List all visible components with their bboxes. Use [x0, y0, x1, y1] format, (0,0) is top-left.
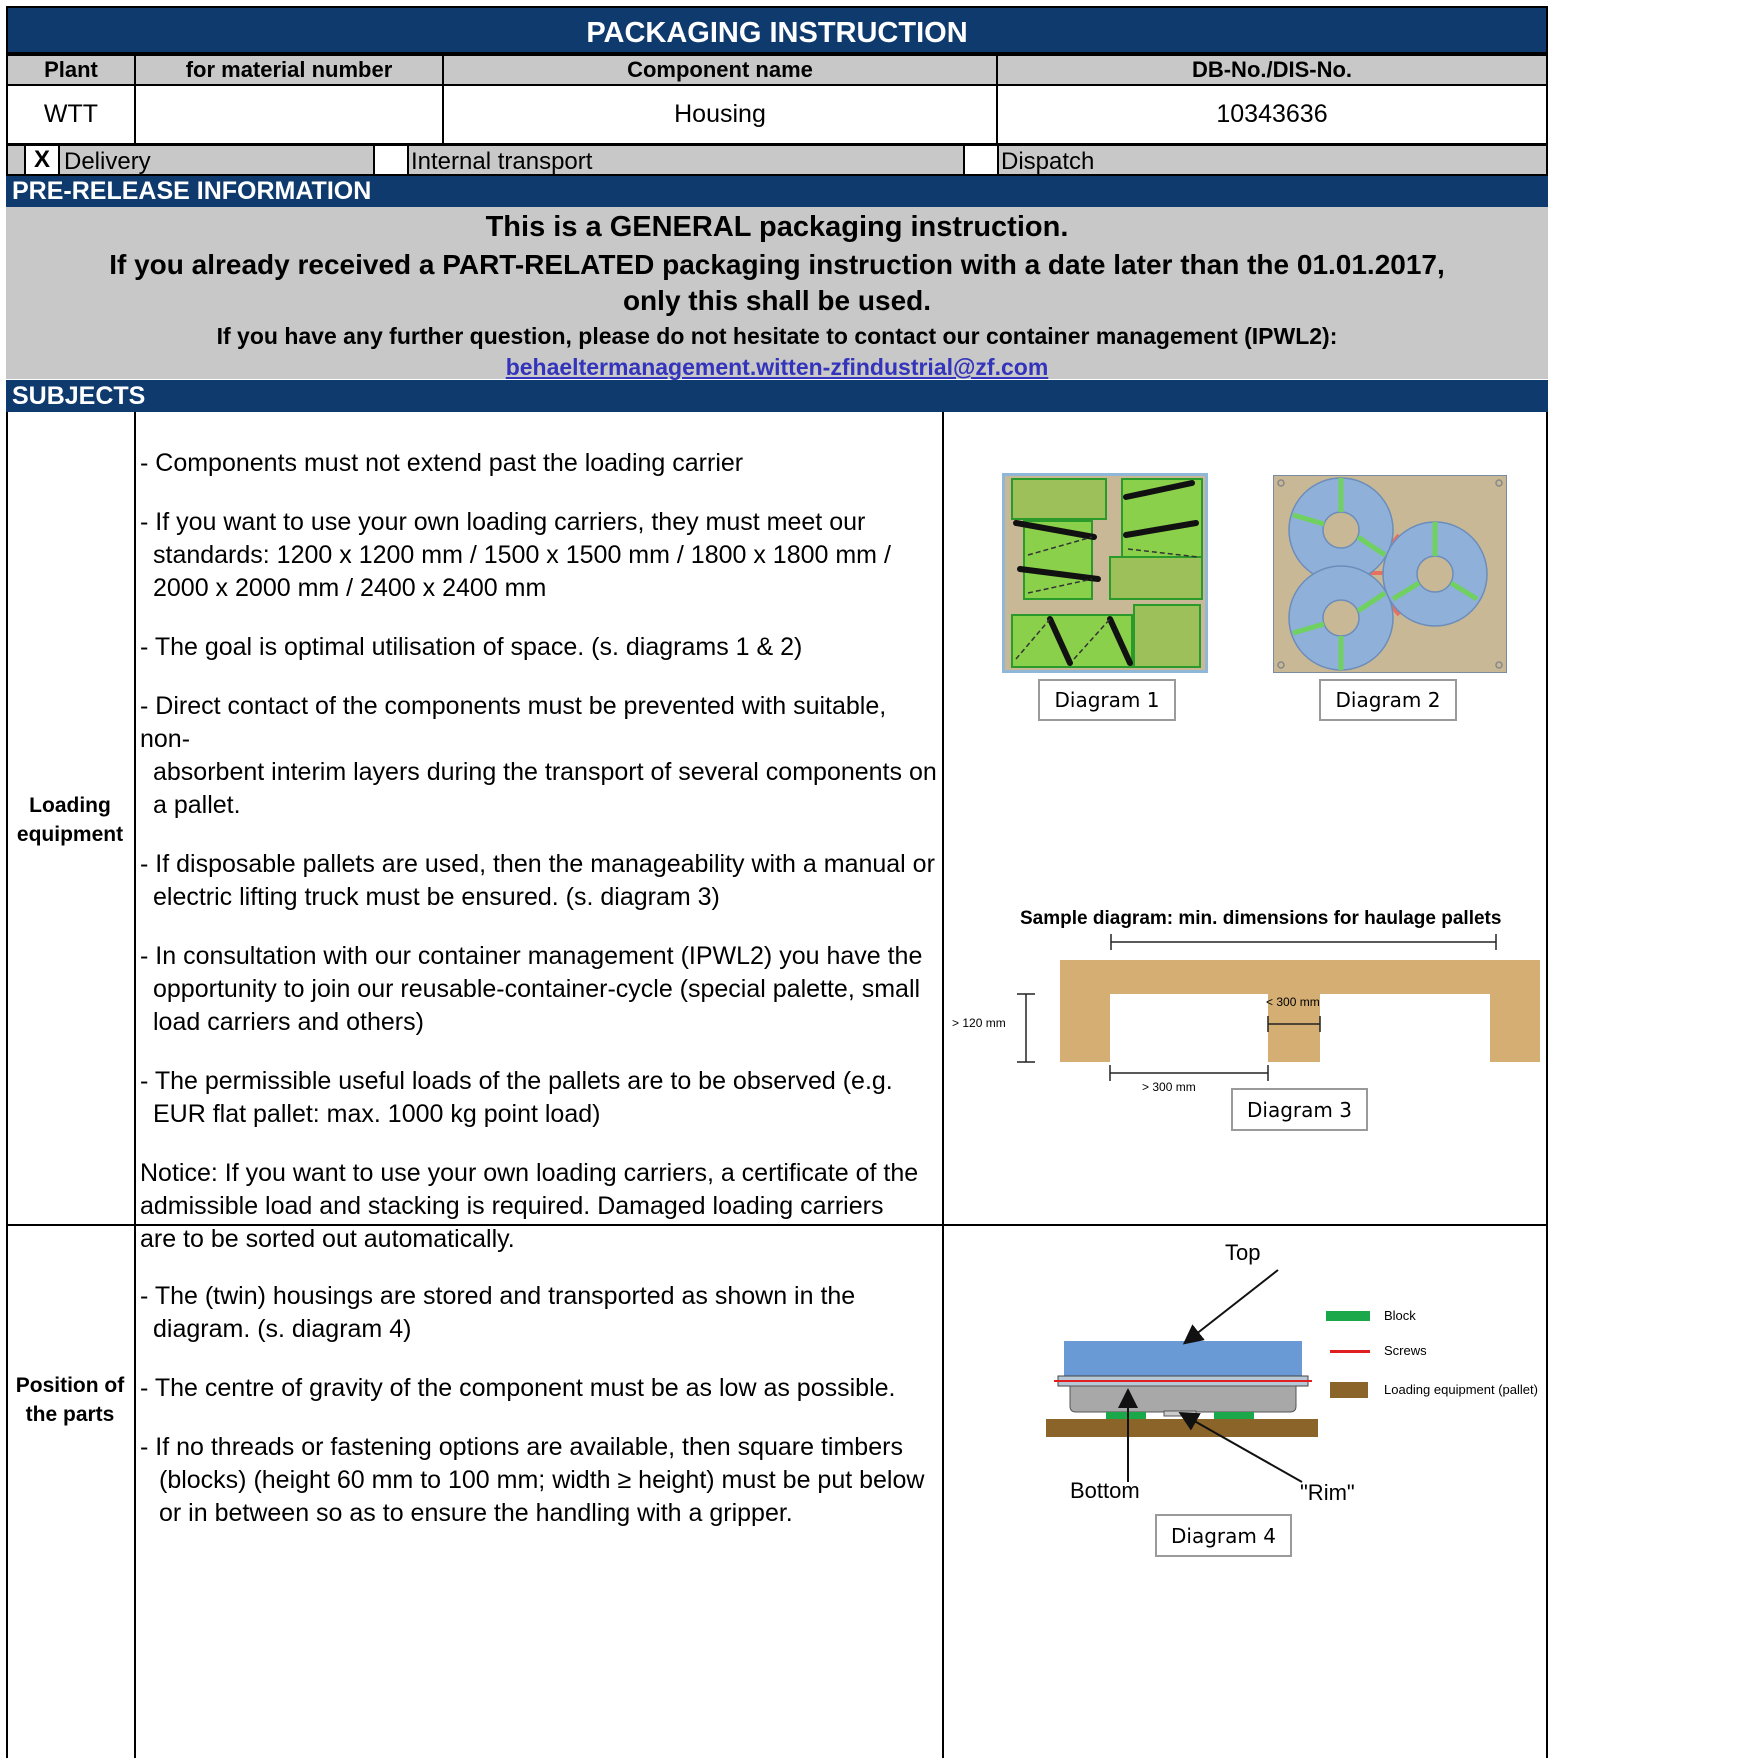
legend-pallet-swatch	[1330, 1382, 1368, 1398]
page-title	[6, 6, 1548, 54]
col-dbno-header: DB-No./DIS-No.	[996, 54, 1548, 86]
prerelease-line2: If you already received a PART-RELATED packaging instruction with a date later than the 01.01.2017,	[109, 249, 1445, 280]
diagram-2-caption: Diagram 2	[1319, 679, 1457, 721]
prerelease-line1: This is a GENERAL packaging instruction.	[485, 211, 1069, 243]
legend-block-label: Block	[1384, 1308, 1416, 1323]
dispatch-label: Dispatch	[1001, 148, 1095, 175]
subjects-heading: SUBJECTS	[6, 380, 1548, 412]
position-row-right-border	[1546, 1226, 1548, 1758]
prerelease-line4: If you have any further question, please do not hesitate to contact our container management (IPWL2):	[216, 323, 1338, 349]
rim-label: "Rim"	[1300, 1480, 1355, 1505]
col-material-header: for material number	[134, 54, 444, 86]
legend-pallet-label: Loading equipment (pallet)	[1384, 1382, 1538, 1397]
plant-value: WTT	[6, 84, 136, 145]
position-row-left-border	[6, 1226, 8, 1758]
loading-equipment-label: Loading equipment	[16, 794, 124, 846]
position-of-parts-text: - The (twin) housings are stored and transported as shown in the diagram. (s. diagram 4) - The centre of gravity of the component must be as low as possible. - If no threads or fastening options are available, then square timbers (blocks) (height 60 mm to 100 mm; width ≥ height) must be put below or in between so as to ensure the handling with a gripper.	[140, 1282, 925, 1527]
contact-email-link[interactable]: behaeltermanagement.witten-zfindustrial@zf.com	[505, 354, 1049, 380]
legend-screws-label: Screws	[1384, 1343, 1427, 1358]
internal-transport-checkbox[interactable]	[373, 144, 409, 176]
delivery-label: Delivery	[64, 148, 151, 175]
component-name-value: Housing	[442, 84, 998, 145]
top-label: Top	[1225, 1240, 1261, 1265]
material-number-field[interactable]	[134, 84, 444, 145]
dim-height-label: > 120 mm	[952, 1016, 1006, 1030]
legend-block-swatch	[1326, 1311, 1370, 1321]
internal-transport-label: Internal transport	[411, 148, 593, 175]
row-divider-label	[134, 412, 136, 1758]
position-of-parts-label: Position of the parts	[15, 1374, 125, 1426]
diagram-1-caption: Diagram 1	[1038, 679, 1176, 721]
transport-type-row	[6, 144, 1548, 176]
legend-screws-swatch	[1330, 1350, 1370, 1353]
diagram-1-image	[1002, 473, 1208, 673]
row-divider-diagram	[942, 412, 944, 1758]
prerelease-line3: only this shall be used.	[622, 285, 932, 316]
delivery-checkbox[interactable]: X	[24, 144, 60, 176]
db-number-value: 10343636	[996, 84, 1548, 145]
col-plant-header: Plant	[6, 54, 136, 86]
prerelease-heading: PRE-RELEASE INFORMATION	[6, 176, 1548, 207]
diagram-3-title: Sample diagram: min. dimensions for haulage pallets	[1020, 908, 1502, 929]
diagram-3-image	[946, 928, 1546, 1088]
diagram-4-image	[1040, 1262, 1320, 1484]
page-title-text: PACKAGING INSTRUCTION	[586, 16, 968, 49]
diagram-4-caption: Diagram 4	[1155, 1514, 1292, 1557]
col-component-header: Component name	[442, 54, 998, 86]
bottom-label: Bottom	[1070, 1478, 1140, 1503]
diagram-3-caption: Diagram 3	[1231, 1088, 1368, 1131]
dim-gap-label: > 300 mm	[1142, 1080, 1196, 1094]
dispatch-checkbox[interactable]	[963, 144, 999, 176]
loading-equipment-text: - Components must not extend past the loading carrier - If you want to use your own loading carriers, they must meet our standards: 1200 x 1200 mm / 1500 x 1500 mm / 1800 x 1800 mm / 2000 x 2000 mm / 2400 x 2400 mm - The goal is optimal utilisation of space. (s. diagrams 1 & 2) - Direct contact of the components must be prevented with suitable, non- absorbent interim layers during the transport of several components on a pallet. - If disposable pallets are used, then the manageability with a manual or electric lifting truck must be ensured. (s. diagram 3) - In consultation with our container management (IPWL2) you have the opportunity to join our reusable-container-cycle (special palette, small load carriers and others) - The permissible useful loads of the pallets are to be observed (e.g. EUR flat pallet: max. 1000 kg point load) Notice: If you want to use your own loading carriers, a certificate of the admissible load and stacking is required. Damaged loading carriers are to be sorted out automatically.	[140, 449, 937, 1253]
prerelease-block	[6, 207, 1548, 379]
dim-block-label: < 300 mm	[1266, 995, 1320, 1009]
diagram-2-image	[1273, 475, 1507, 673]
